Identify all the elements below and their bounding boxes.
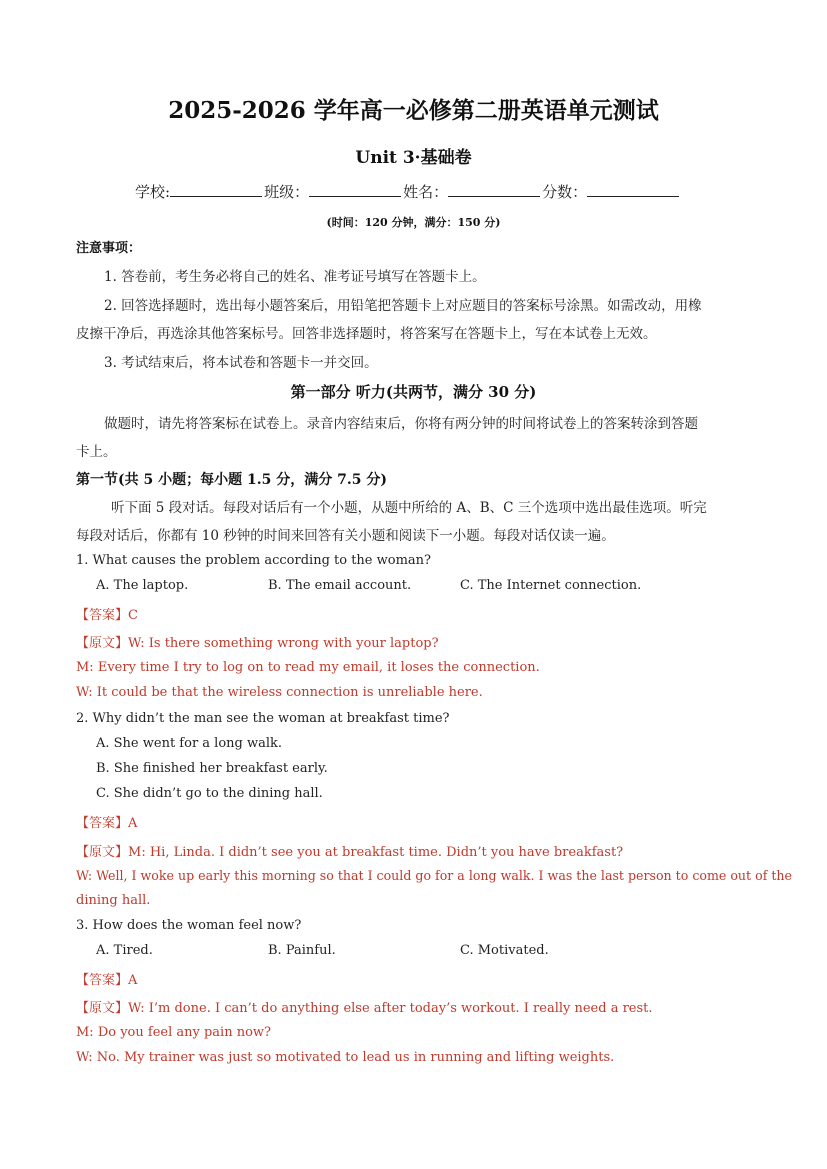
script-line: dining hall. [76, 893, 151, 908]
script-label: 【原文】 [76, 845, 129, 860]
notice-item: 2. 回答选择题时，选出每小题答案后，用铅笔把答题卡上对应题目的答案标号涂黑。如需改动，用橡 [104, 298, 702, 314]
exam-timing: (时间：120 分钟，满分：150 分) [326, 216, 501, 229]
question-3-script [76, 997, 653, 1016]
question-3-answer [76, 969, 137, 988]
script-label: 【原文】 [76, 1001, 129, 1016]
part1-intro: 做题时，请先将答案标在试卷上。录音内容结束后，你将有两分钟的时间将试卷上的答案转涂到答题 [104, 416, 698, 432]
question-1-option-c[interactable]: C. The Internet connection. [460, 578, 642, 593]
notice-item: 皮擦干净后，再选涂其他答案标号。回答非选择题时，将答案写在答题卡上，写在本试卷上无效。 [76, 326, 657, 342]
script-line: M: Do you feel any pain now? [76, 1025, 271, 1040]
question-2-option-a[interactable]: A. She went for a long walk. [96, 736, 283, 751]
question-3-option-b[interactable]: B. Painful. [268, 943, 336, 958]
answer-value: A [128, 816, 138, 831]
section1-intro: 听下面 5 段对话。每段对话后有一个小题，从题中所给的 A、B、C 三个选项中选出最佳选项。听完 [111, 500, 707, 516]
question-3-option-c[interactable]: C. Motivated. [460, 943, 549, 958]
question-2-answer [76, 812, 137, 831]
question-1-option-a[interactable]: A. The laptop. [96, 578, 189, 593]
name-blank[interactable] [448, 182, 540, 197]
answer-value: A [128, 973, 138, 988]
score-label: 分数： [542, 183, 588, 201]
question-2-option-c[interactable]: C. She didn’t go to the dining hall. [96, 786, 323, 801]
answer-label: 【答案】 [76, 973, 129, 988]
notice-item: 1. 答卷前，考生务必将自己的姓名、准考证号填写在答题卡上。 [104, 269, 486, 285]
question-2-option-b[interactable]: B. She finished her breakfast early. [96, 761, 328, 776]
script-line: W: Well, I woke up early this morning so that I could go for a long walk. I was the last person to come out of the [76, 868, 792, 883]
question-1-answer [76, 604, 138, 623]
name-label: 姓名： [403, 183, 449, 201]
question-1-script [76, 632, 439, 651]
question-3-option-a[interactable]: A. Tired. [96, 943, 153, 958]
notice-heading: 注意事项： [76, 241, 142, 256]
class-label: 班级： [264, 183, 310, 201]
score-blank[interactable] [587, 182, 679, 197]
exam-title: 2025-2026 学年高一必修第二册英语单元测试 [168, 97, 659, 124]
answer-value: C [128, 608, 138, 623]
section1-title: 第一节(共 5 小题；每小题 1.5 分，满分 7.5 分) [76, 472, 387, 488]
script-label: 【原文】 [76, 636, 129, 651]
script-line: M: Hi, Linda. I didn’t see you at breakfast time. Didn’t you have breakfast? [128, 845, 624, 860]
script-line: W: I’m done. I can’t do anything else after today’s workout. I really need a rest. [128, 1001, 653, 1016]
question-2-script [76, 841, 623, 860]
section1-intro-cont: 每段对话后，你都有 10 秒钟的时间来回答有关小题和阅读下一小题。每段对话仅读一遍。 [76, 528, 615, 544]
question-2-stem: 2. Why didn’t the man see the woman at breakfast time? [76, 711, 450, 726]
question-3-stem: 3. How does the woman feel now? [76, 918, 302, 933]
part1-intro-cont: 卡上。 [76, 444, 117, 460]
answer-label: 【答案】 [76, 608, 129, 623]
script-line: M: Every time I try to log on to read my email, it loses the connection. [76, 660, 540, 675]
script-line: W: No. My trainer was just so motivated to lead us in running and lifting weights. [76, 1050, 615, 1065]
class-blank[interactable] [309, 182, 401, 197]
question-1-stem: 1. What causes the problem according to the woman? [76, 553, 432, 568]
answer-label: 【答案】 [76, 816, 129, 831]
script-line: W: It could be that the wireless connection is unreliable here. [76, 685, 483, 700]
question-1-option-b[interactable]: B. The email account. [268, 578, 412, 593]
exam-subtitle: Unit 3·基础卷 [355, 148, 472, 168]
notice-item: 3. 考试结束后，将本试卷和答题卡一并交回。 [104, 355, 378, 371]
school-label: 学校: [135, 183, 171, 201]
part1-title: 第一部分 听力(共两节，满分 30 分) [290, 383, 537, 401]
student-info-line [135, 181, 681, 202]
script-line: W: Is there something wrong with your laptop? [128, 636, 439, 651]
school-blank[interactable] [170, 182, 262, 197]
